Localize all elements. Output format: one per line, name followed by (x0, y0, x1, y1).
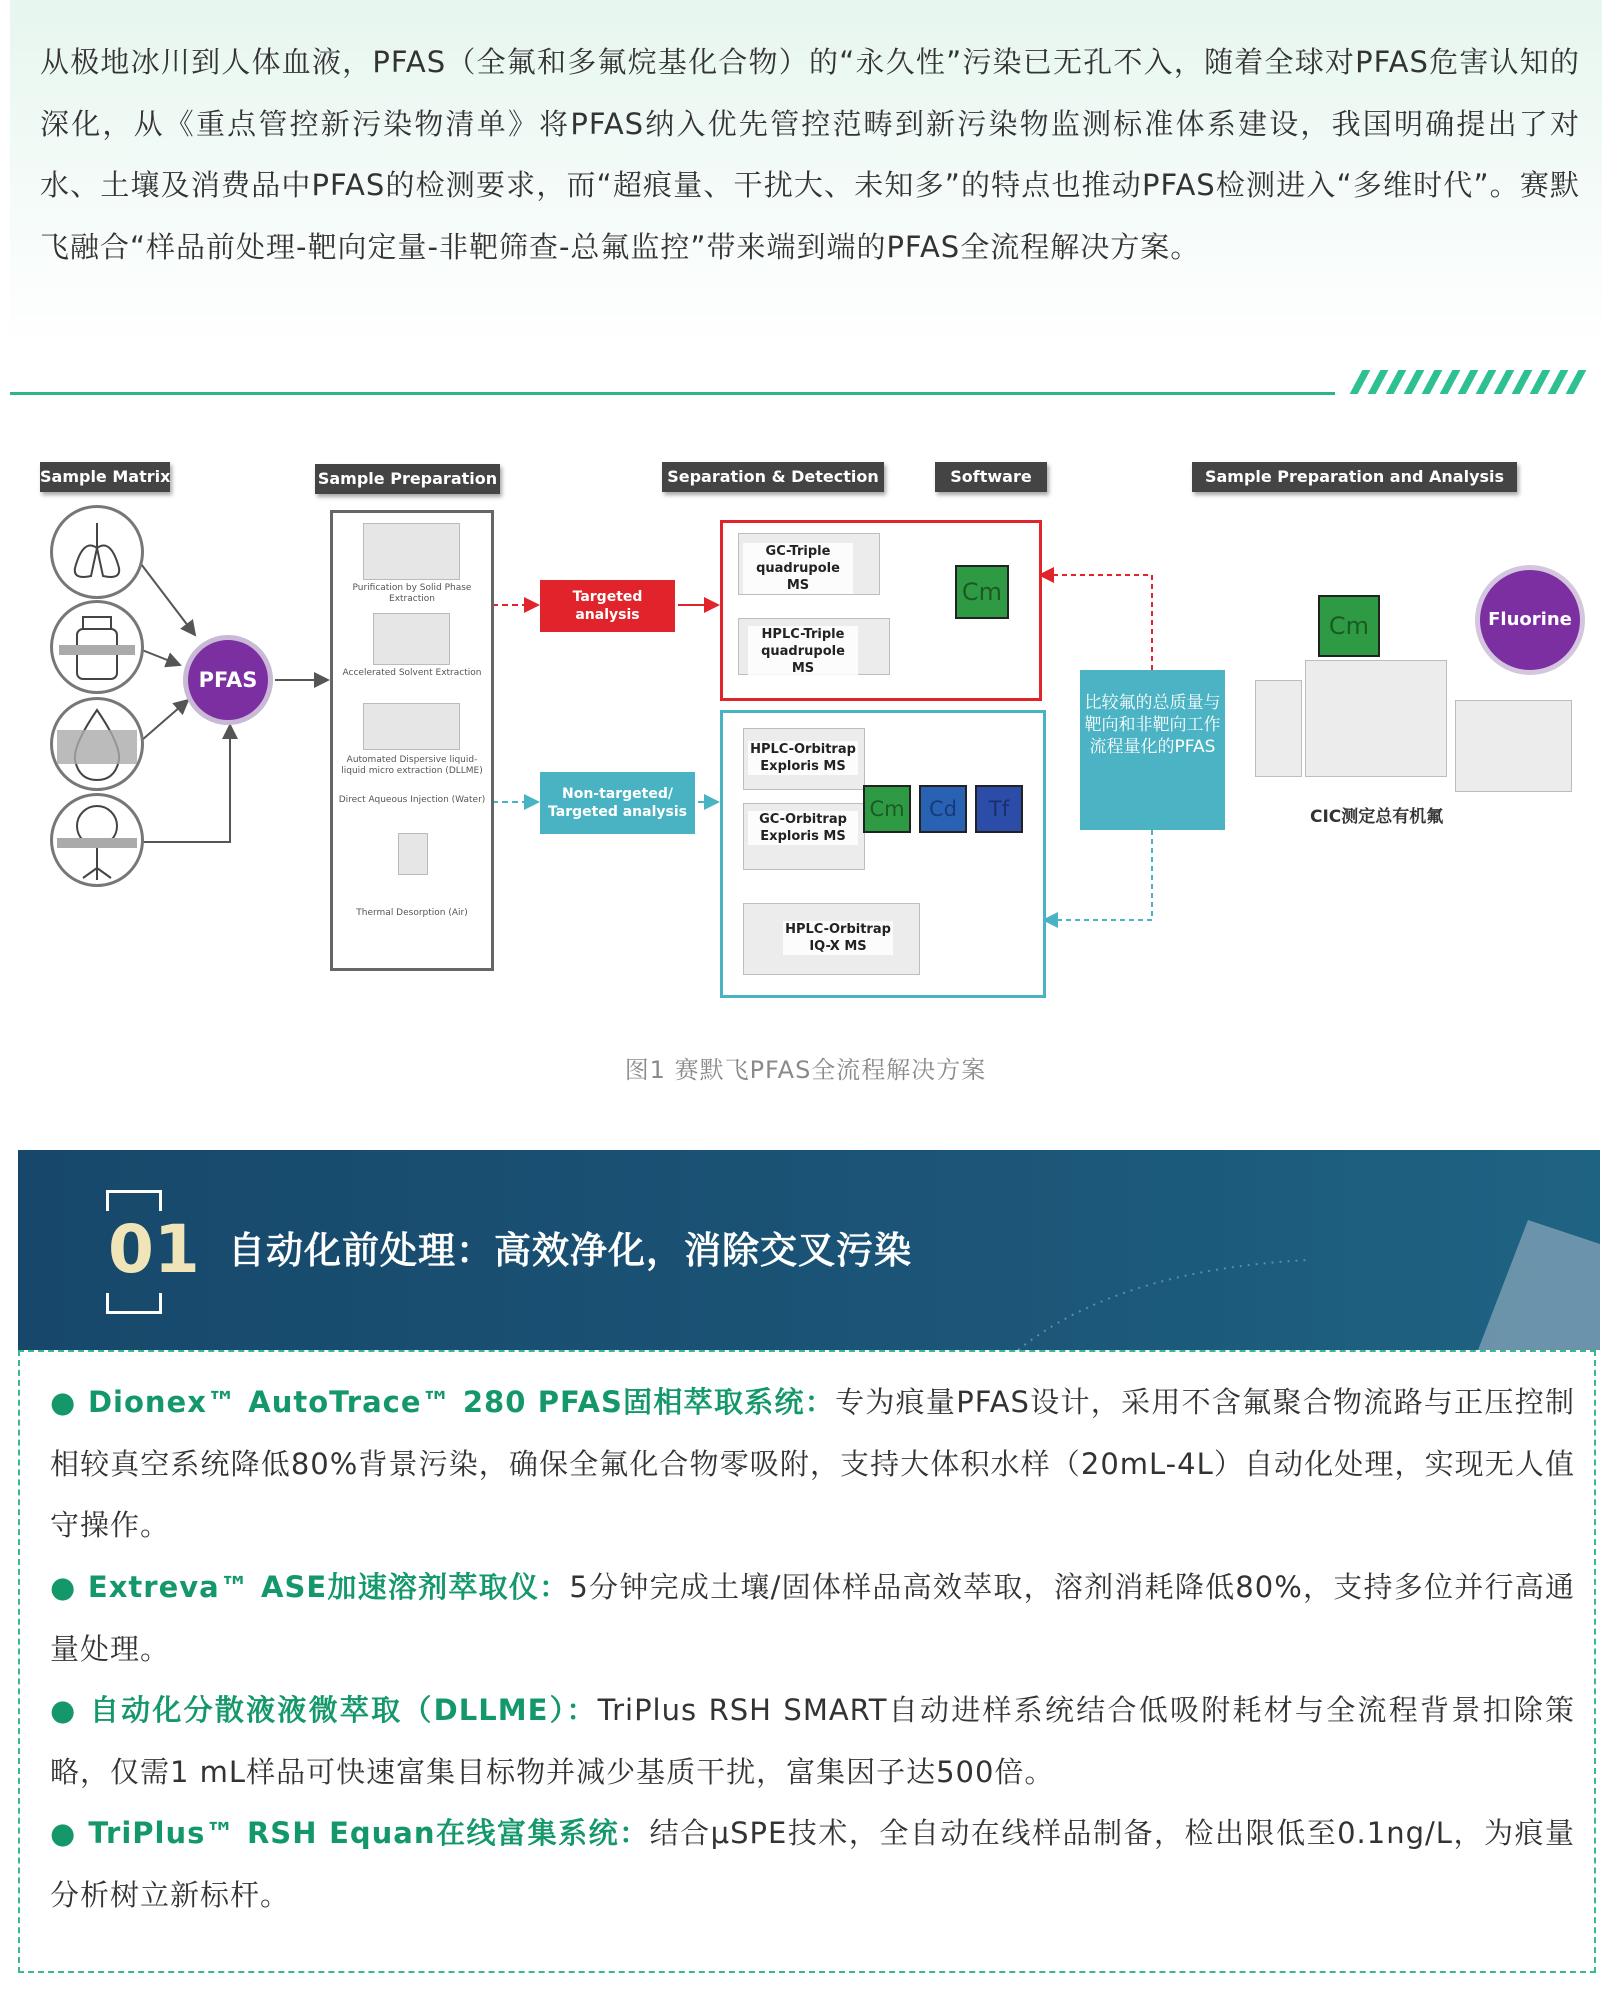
instrument-label: HPLC-Orbitrap IQ-X MS (783, 921, 893, 955)
prep-step-label: Purification by Solid Phase Extraction (352, 583, 472, 604)
nontargeted-analysis-label: Non-targeted/ Targeted analysis (540, 772, 695, 834)
prep-step-label: Direct Aqueous Injection (Water) (338, 795, 486, 805)
prep-step-label: Accelerated Solvent Extraction (342, 668, 482, 678)
divider-stripe (1422, 370, 1443, 394)
prep-step-label: Automated Dispersive liquid-liquid micro extraction (DLLME) (341, 755, 483, 776)
chromeleon-icon: Cm (955, 565, 1009, 619)
pfas-workflow-figure (30, 450, 1590, 1010)
item-text: 专为痕量PFAS设计，采用不含氟聚合物流路与正压控制相较真空系统降低80%背景污染，确保全氟化合物零吸附，支持大体积水样（20mL-4L）自动化处理，实现无人值守操作。 (50, 1385, 1575, 1542)
divider-stripes (1350, 370, 1596, 394)
item-paragraph (50, 1372, 1575, 1557)
soil-tree-icon (50, 793, 144, 887)
fluorine-node: Fluorine (1475, 565, 1585, 675)
compound-discoverer-icon: Cd (919, 785, 967, 833)
ic-instrument-image (1455, 700, 1572, 792)
bottle-icon (50, 600, 144, 694)
intro-paragraph: 从极地冰川到人体血液，PFAS（全氟和多氟烷基化合物）的“永久性”污染已无孔不入，随着全球对PFAS危害认知的深化，从《重点管控新污染物清单》将PFAS纳入优先管控范畴到新污染物监测标准体系建设，我国明确提出了对水、土壤及消费品中PFAS的检测要求，而“超痕量、干扰大、未知多”的特点也推动PFAS检测进入“多维时代”。赛默飞融合“样品前处理-靶向定量-非靶筛查-总氟监控”带来端到端的PFAS全流程解决方案。 (40, 45, 1580, 264)
instrument-label: HPLC-Orbitrap Exploris MS (748, 741, 858, 775)
item-text: 5分钟完成土壤/固体样品高效萃取，溶剂消耗降低80%，支持多位并行高通量处理。 (50, 1570, 1575, 1666)
header-prep-analysis: Sample Preparation and Analysis (1192, 462, 1517, 492)
item-name: ● TriPlus™ RSH Equan在线富集系统： (50, 1816, 650, 1850)
divider-stripe (1386, 370, 1407, 394)
tracefinder-icon: Tf (975, 785, 1023, 833)
divider-stripe (1476, 370, 1497, 394)
item-name: ● Extreva™ ASE加速溶剂萃取仪： (50, 1570, 570, 1604)
pfas-node: PFAS (183, 635, 273, 725)
nontargeted-instrument-box (720, 710, 1046, 998)
item-paragraph (50, 1557, 1575, 1680)
divider-stripe (1494, 370, 1515, 394)
item-paragraph (50, 1803, 1575, 1926)
targeted-analysis-label: Targeted analysis (540, 580, 675, 632)
dllme-instrument-image (363, 703, 460, 750)
section-title: 自动化前处理：高效净化，消除交叉污染 (228, 1229, 912, 1272)
lung-icon (50, 505, 144, 599)
header-separation-detection: Separation & Detection (662, 462, 884, 492)
section-content (18, 1350, 1596, 1973)
prep-step-label: Thermal Desorption (Air) (356, 908, 468, 918)
comparison-box: 比较氟的总质量与靶向和非靶向工作流程量化的PFAS (1080, 670, 1225, 830)
divider-stripe (1440, 370, 1461, 394)
divider-stripe (1548, 370, 1569, 394)
divider-stripe (1512, 370, 1533, 394)
instrument-label: GC-Orbitrap Exploris MS (748, 811, 858, 845)
chromeleon-icon: Cm (863, 785, 911, 833)
instrument-label: HPLC-Triple quadrupole MS (748, 626, 858, 677)
item-name: ● Dionex™ AutoTrace™ 280 PFAS固相萃取系统： (50, 1385, 836, 1419)
cic-label: CIC测定总有机氟 (1310, 807, 1444, 827)
header-software: Software (935, 462, 1047, 492)
item-text: 结合μSPE技术，全自动在线样品制备，检出限低至0.1ng/L，为痕量分析树立新标杆。 (50, 1816, 1575, 1912)
header-sample-preparation: Sample Preparation (315, 464, 500, 494)
ase-instrument-image (373, 613, 450, 665)
divider-line (10, 392, 1335, 395)
divider-stripe (1350, 370, 1371, 394)
section-number: 01 (108, 1211, 200, 1288)
number-bracket-bottom (106, 1293, 162, 1314)
intro-panel (10, 0, 1602, 350)
section-banner (18, 1150, 1600, 1350)
item-text: TriPlus RSH SMART自动进样系统结合低吸附耗材与全流程背景扣除策略，仅需1 mL样品可快速富集目标物并减少基质干扰，富集因子达500倍。 (50, 1693, 1575, 1789)
header-sample-matrix: Sample Matrix (40, 462, 170, 492)
divider-stripe (1404, 370, 1425, 394)
targeted-instrument-box (720, 520, 1042, 701)
divider-stripe (1530, 370, 1551, 394)
chromeleon-icon: Cm (1318, 595, 1380, 657)
item-paragraph (50, 1680, 1575, 1803)
water-drop-icon (50, 697, 144, 791)
spe-instrument-image (363, 523, 460, 580)
divider-stripe (1458, 370, 1479, 394)
item-name: ● 自动化分散液液微萃取（DLLME）： (50, 1693, 598, 1727)
cic-unit-image (1255, 680, 1302, 777)
divider-stripe (1368, 370, 1389, 394)
instrument-label: GC-Triple quadrupole MS (743, 543, 853, 594)
sample-prep-box (330, 510, 494, 971)
divider-stripe (1566, 370, 1587, 394)
number-bracket-top (106, 1190, 162, 1211)
figure-caption: 图1 赛默飞PFAS全流程解决方案 (624, 1056, 987, 1084)
cic-instrument-image (1305, 660, 1447, 777)
td-instrument-image (398, 833, 428, 875)
